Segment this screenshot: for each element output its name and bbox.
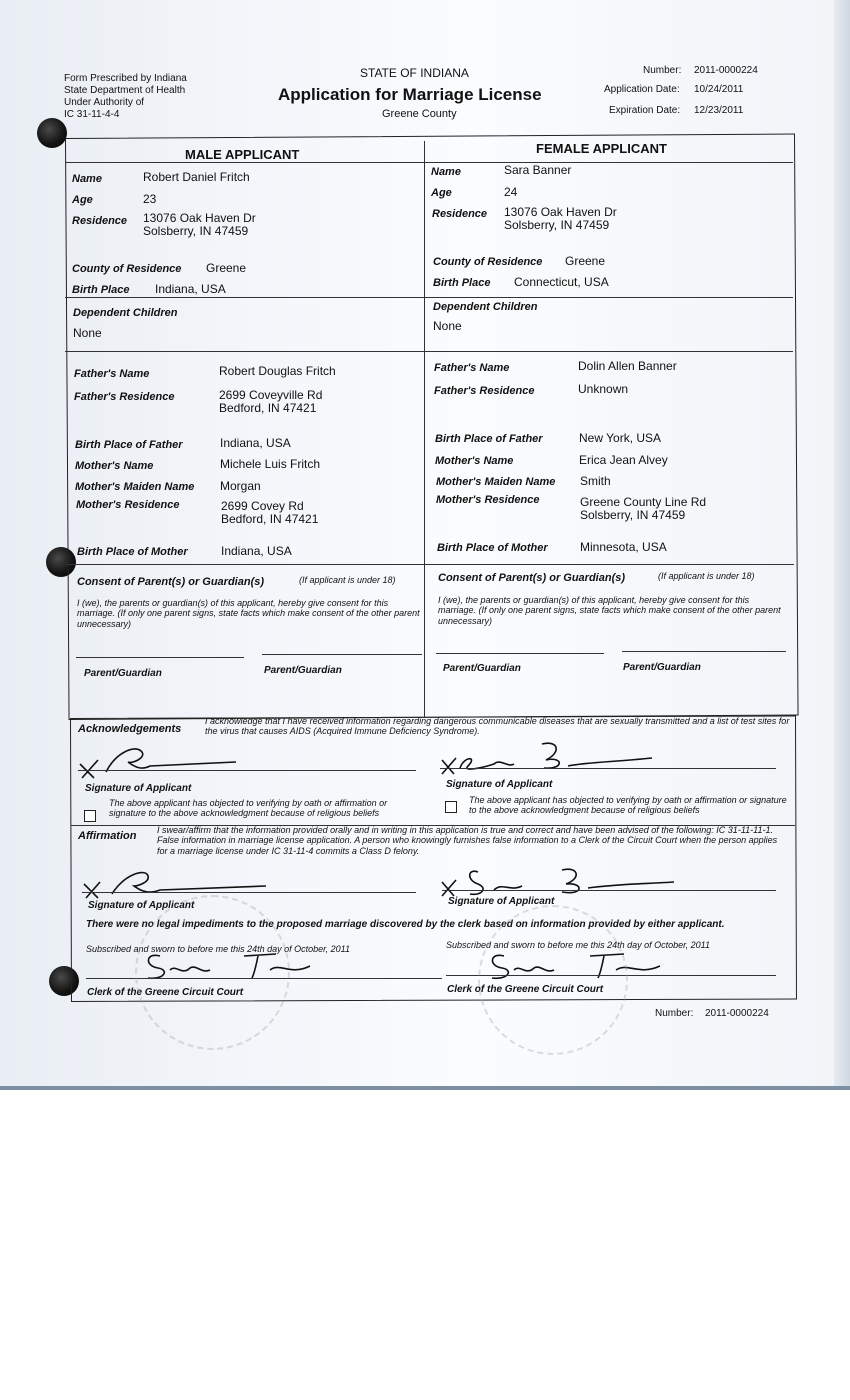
male-father-res-label: Father's Residence [74,391,175,403]
female-name-label: Name [431,166,461,178]
female-ack-sign-line [440,768,776,769]
male-ack-signature [76,742,256,782]
footer-number-value: 2011-0000224 [705,1008,769,1019]
male-clerk-label: Clerk of the Greene Circuit Court [87,987,244,998]
application-date-label: Application Date: [604,84,680,95]
acknowledgements-heading: Acknowledgements [78,723,182,735]
male-mother-name-label: Mother's Name [75,460,154,472]
court-seal-left [135,895,290,1050]
form-prescribed-line3: Under Authority of [64,97,145,108]
affirmation-text: I swear/affirm that the information provided orally and in writing in this application is true and correct and have been advised of the following: IC 31-11-11-1. False information in marriage license application. A person who knowingly furnishes false information to a Clerk of the Circuit Court when the person applies for a marriage license under IC 31-11-4 commits a Class D felony. [157,825,778,856]
female-ack-signature [438,738,658,778]
male-mother-birth-value: Indiana, USA [221,544,292,558]
female-father-res-value: Unknown [578,382,629,396]
male-applicant-heading: MALE APPLICANT [185,147,300,162]
female-age-label: Age [431,187,452,199]
female-objection-text: The above applicant has objected to verifying by oath or affirmation or signature to the above acknowledgment because of religious beliefs [469,795,787,816]
female-birthplace-label: Birth Place [433,277,491,289]
female-father-name-label: Father's Name [434,362,510,374]
male-father-res-line2: Bedford, IN 47421 [219,401,317,415]
male-aff-sign-line [82,892,416,893]
male-county-label: County of Residence [72,263,182,275]
female-county-label: County of Residence [433,256,543,268]
male-mother-name-value: Michele Luis Fritch [220,457,321,471]
children-rule [65,351,793,352]
male-father-birth-label: Birth Place of Father [75,439,183,451]
female-father-birth-value: New York, USA [579,431,662,445]
female-residence-label: Residence [432,208,488,220]
female-mother-maiden-value: Smith [580,474,611,488]
female-age-value: 24 [504,185,518,199]
female-aff-sign-line [442,890,776,891]
female-name-value: Sara Banner [504,163,572,177]
male-mother-birth-label: Birth Place of Mother [77,546,188,558]
male-name-label: Name [72,173,102,185]
male-father-name-value: Robert Douglas Fritch [219,364,336,378]
female-mother-birth-label: Birth Place of Mother [437,542,548,554]
male-guardian2-label: Parent/Guardian [264,665,342,676]
punch-hole-top [37,118,67,148]
female-guardian2-line [622,651,786,652]
number-value: 2011-0000224 [694,65,758,76]
male-children-label: Dependent Children [73,307,178,319]
female-residence-line1: 13076 Oak Haven Dr [504,205,617,219]
female-objection-checkbox[interactable] [445,801,457,813]
application-date-value: 10/24/2011 [694,84,744,95]
male-residence-line2: Solsberry, IN 47459 [143,224,249,238]
county-subtitle: Greene County [382,108,457,120]
female-mother-birth-value: Minnesota, USA [580,540,667,554]
center-divider [424,141,425,717]
female-children-label: Dependent Children [433,301,538,313]
female-father-res-label: Father's Residence [434,385,535,397]
form-prescribed-line2: State Department of Health [64,85,186,96]
male-consent-heading: Consent of Parent(s) or Guardian(s) [77,576,265,588]
mother-birth-rule [66,564,794,565]
male-residence-label: Residence [72,215,128,227]
female-guardian1-label: Parent/Guardian [443,663,521,674]
female-children-value: None [433,319,462,333]
female-mother-maiden-label: Mother's Maiden Name [436,476,556,488]
affirmation-heading: Affirmation [78,830,137,842]
male-objection-checkbox[interactable] [84,810,96,822]
expiration-date-value: 12/23/2011 [694,105,744,116]
female-guardian2-label: Parent/Guardian [623,662,701,673]
male-county-value: Greene [206,261,247,275]
male-age-value: 23 [143,192,157,206]
heading-rule [65,162,793,163]
acknowledgements-text: I acknowledge that I have received information regarding dangerous communicable diseases that are sexually transmitted and a list of test sites for the virus that causes AIDS (Acquired Immune Deficiency Syndrome). [205,716,790,737]
female-mother-name-label: Mother's Name [435,455,514,467]
number-label: Number: [643,65,682,76]
female-father-name-value: Dolin Allen Banner [578,359,677,373]
male-father-birth-value: Indiana, USA [220,436,291,450]
female-mother-res-label: Mother's Residence [436,494,540,506]
page-title: Application for Marriage License [278,85,542,104]
male-name-value: Robert Daniel Fritch [143,170,250,184]
female-father-birth-label: Birth Place of Father [435,433,543,445]
female-birthplace-value: Connecticut, USA [514,275,609,289]
female-subscribed-text: Subscribed and sworn to before me this 24th day of October, 2011 [446,940,710,950]
male-mother-res-line2: Bedford, IN 47421 [221,512,319,526]
form-prescribed-line1: Form Prescribed by Indiana [64,73,187,84]
male-guardian1-label: Parent/Guardian [84,668,162,679]
male-birthplace-value: Indiana, USA [155,282,226,296]
male-subscribed-text: Subscribed and sworn to before me this 24th day of October, 2011 [86,944,350,954]
male-ack-sign-line [78,770,416,771]
male-residence-line1: 13076 Oak Haven Dr [143,211,256,225]
female-aff-signature-label: Signature of Applicant [448,896,555,907]
male-father-name-label: Father's Name [74,368,150,380]
scan-bottom-edge [0,1086,850,1090]
state-title: STATE OF INDIANA [360,66,469,80]
form-prescribed-line4: IC 31-11-4-4 [64,109,120,120]
male-ack-signature-label: Signature of Applicant [85,783,192,794]
female-guardian1-line [436,653,604,654]
male-guardian2-line [262,654,422,655]
court-seal-right [478,905,628,1055]
male-children-value: None [73,326,102,340]
female-mother-res-line1: Greene County Line Rd [580,495,707,509]
scan-right-shadow [834,0,850,1086]
female-clerk-label: Clerk of the Greene Circuit Court [447,984,604,995]
male-age-label: Age [72,194,93,206]
male-consent-text: I (we), the parents or guardian(s) of this applicant, hereby give consent for this marriage. (If only one parent signs, state facts which make consent of the other parent unnecessary) [77,598,420,629]
impediments-statement: There were no legal impediments to the proposed marriage discovered by the clerk based on information provided by either applicant. [86,919,725,930]
female-residence-line2: Solsberry, IN 47459 [504,218,610,232]
female-mother-res-line2: Solsberry, IN 47459 [580,508,686,522]
male-consent-condition: (If applicant is under 18) [299,575,396,585]
footer-number-label: Number: [655,1008,694,1019]
female-ack-signature-label: Signature of Applicant [446,779,553,790]
birthplace-rule [65,297,793,298]
male-birthplace-label: Birth Place [72,284,130,296]
male-mother-res-label: Mother's Residence [76,499,180,511]
female-consent-condition: (If applicant is under 18) [658,571,755,581]
male-mother-res-line1: 2699 Covey Rd [221,499,304,513]
male-objection-text: The above applicant has objected to verifying by oath or affirmation or signature to the above acknowledgment because of religious beliefs [109,798,388,819]
male-guardian1-line [76,657,244,658]
female-consent-heading: Consent of Parent(s) or Guardian(s) [438,572,626,584]
male-father-res-line1: 2699 Coveyville Rd [219,388,323,402]
female-applicant-heading: FEMALE APPLICANT [536,141,667,156]
female-county-value: Greene [565,254,606,268]
male-mother-maiden-value: Morgan [220,479,261,493]
male-mother-maiden-label: Mother's Maiden Name [75,481,195,493]
female-consent-text: I (we), the parents or guardian(s) of this applicant, hereby give consent for this marriage. (If only one parent signs, state facts which make consent of the other parent unnecessary) [438,595,781,626]
expiration-date-label: Expiration Date: [609,105,681,116]
female-mother-name-value: Erica Jean Alvey [579,453,668,467]
male-aff-signature-label: Signature of Applicant [88,900,195,911]
